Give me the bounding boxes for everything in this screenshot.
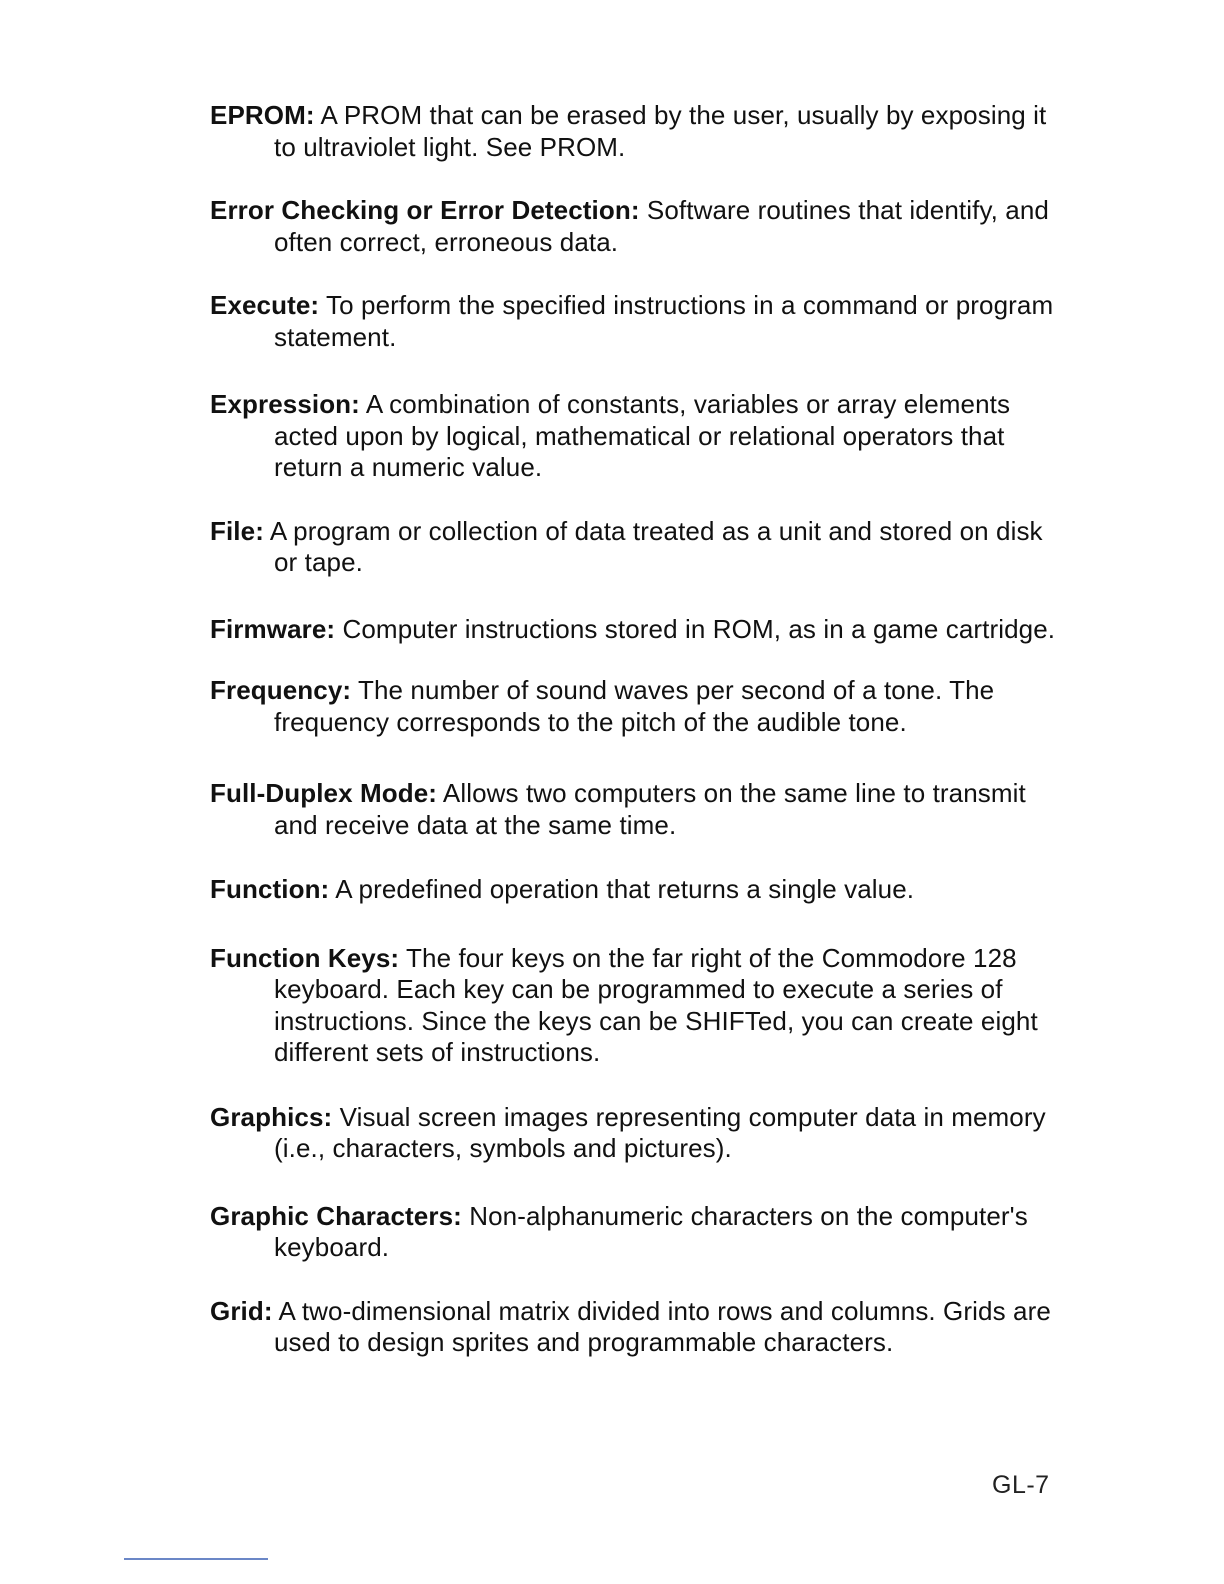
glossary-definition: To perform the specified instructions in a command or program statement. — [274, 290, 1054, 352]
glossary-entry-firmware — [210, 614, 1070, 646]
glossary-entry-function-keys — [210, 943, 1070, 1069]
glossary-term: Graphics: — [210, 1101, 333, 1132]
glossary-entry-file — [210, 516, 1070, 579]
glossary-definition: A program or collection of data treated as a unit and stored on disk or tape. — [263, 515, 1043, 577]
glossary-entry-graphics — [210, 1102, 1070, 1165]
glossary-definition: Allows two computers on the same line to transmit and receive data at the same time. — [274, 778, 1026, 840]
glossary-entry-eprom — [210, 100, 1070, 163]
glossary-definition: Visual screen images representing computer data in memory (i.e., characters, symbols and pictures). — [274, 1101, 1046, 1163]
glossary-term: Graphic Characters: — [210, 1200, 462, 1231]
glossary-definition: Non-alphanumeric characters on the computer's keyboard. — [274, 1200, 1028, 1262]
glossary-term: Full-Duplex Mode: — [210, 778, 438, 808]
glossary-term: Error Checking or Error Detection: — [210, 195, 640, 225]
glossary-term: Firmware: — [210, 613, 336, 644]
glossary-definition: A combination of constants, variables or array elements acted upon by logical, mathematical or relational operators that return a numeric value. — [274, 389, 1011, 482]
glossary-list — [210, 100, 1070, 1359]
page-number: GL-7 — [992, 1471, 1050, 1499]
glossary-entry-execute — [210, 290, 1070, 353]
glossary-term: File: — [210, 515, 264, 546]
glossary-entry-graphic-characters — [210, 1201, 1070, 1264]
glossary-term: Execute: — [210, 290, 320, 320]
glossary-term: Function: — [210, 874, 330, 904]
glossary-definition: The four keys on the far right of the Commodore 128 keyboard. Each key can be programmed to execute a series of instructions. Since the keys can be SHIFTed, you can create eight different sets of instructions. — [274, 942, 1038, 1067]
glossary-entry-full-duplex-mode — [210, 778, 1070, 841]
glossary-term: Function Keys: — [210, 942, 400, 973]
glossary-entry-grid — [210, 1296, 1070, 1359]
glossary-term: Grid: — [210, 1295, 273, 1326]
glossary-definition: A predefined operation that returns a single value. — [329, 874, 915, 904]
glossary-term: Expression: — [210, 389, 360, 419]
glossary-definition: The number of sound waves per second of a tone. The frequency corresponds to the pitch of the audible tone. — [274, 675, 995, 737]
glossary-entry-frequency — [210, 675, 1070, 738]
glossary-entry-error-checking — [210, 195, 1070, 258]
glossary-definition: A PROM that can be erased by the user, usually by exposing it to ultraviolet light. See PROM. — [274, 100, 1047, 162]
glossary-definition: Computer instructions stored in ROM, as in a game cartridge. — [335, 613, 1056, 644]
bottom-divider — [124, 1558, 268, 1560]
glossary-term: Frequency: — [210, 675, 352, 705]
glossary-entry-function — [210, 874, 1070, 906]
glossary-definition: A two-dimensional matrix divided into rows and columns. Grids are used to design sprites and programmable characters. — [272, 1295, 1051, 1357]
glossary-definition: Software routines that identify, and often correct, erroneous data. — [274, 195, 1049, 257]
glossary-entry-expression — [210, 389, 1070, 484]
glossary-term: EPROM: — [210, 100, 315, 130]
